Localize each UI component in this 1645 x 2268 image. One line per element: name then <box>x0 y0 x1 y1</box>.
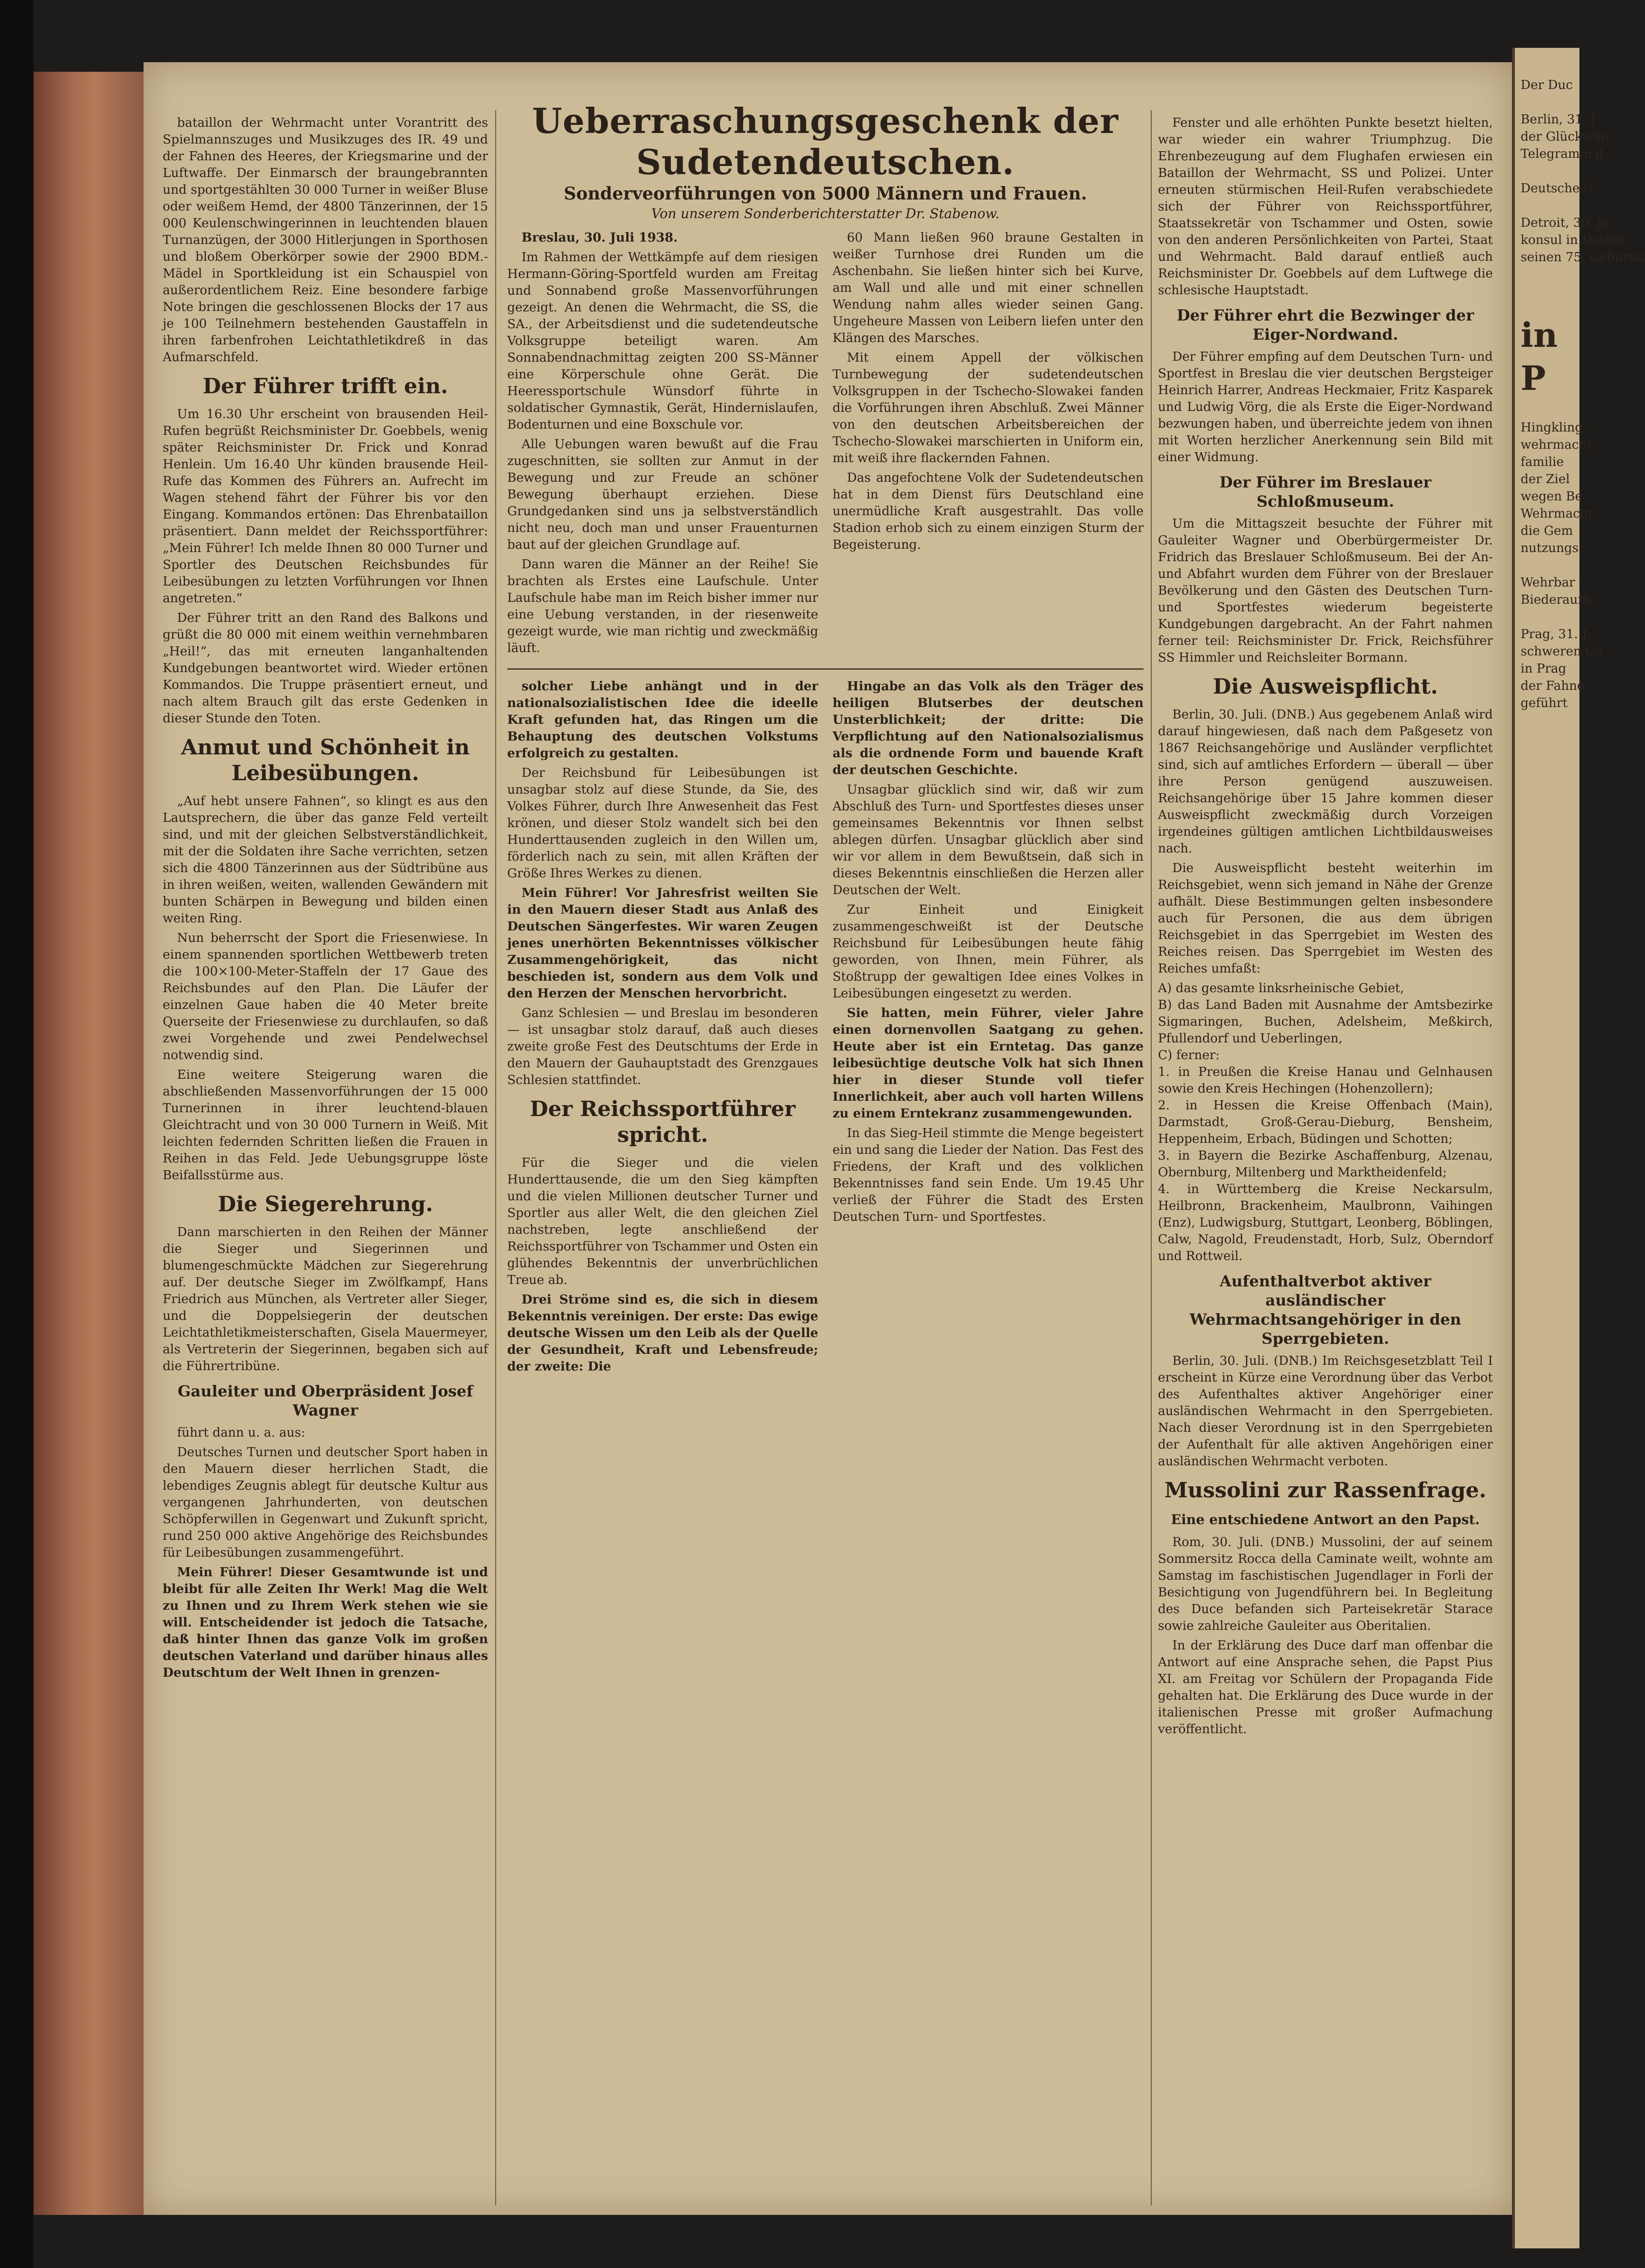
column-rule <box>1151 110 1152 2205</box>
main-paragraph: solcher Liebe anhängt und in der nationalsozialistischen Idee die ideelle Kraft gefunden hat, das Ringen um die Behauptung des deutschen Volkstums erfolgreich zu gestalten. <box>507 679 818 761</box>
main-article <box>507 100 1144 1378</box>
left-headline-sieger: Die Siegerehrung. <box>218 1192 433 1217</box>
main-headline: Ueberraschungsgeschenk der Sudetendeutschen. <box>532 100 1119 182</box>
newspaper-page <box>144 62 1512 2215</box>
main-subheadline: Sonderveorführungen von 5000 Männern und Frauen. <box>564 184 1087 204</box>
left-paragraph: Mein Führer! Dieser Gesamtwunde ist und bleibt für alle Zeiten Ihr Werk! Mag die Welt zu Ihnen und zu Ihrem Werk stehen wie sie will. Entscheidender ist jedoch die Tatsache, daß hinter Ihnen das ganze Volk im großen deutschen Vaterland und darüber hinaus alles Deutschtum der Welt Ihnen in grenzen- <box>163 1565 488 1680</box>
right-headline-museum: Der Führer im Breslauer Schloßmuseum. <box>1219 473 1432 510</box>
left-paragraph: bataillon der Wehrmacht unter Vorantritt des Spielmannszuges und Musikzuges des IR. 49 und der Fahnen des Heeres, der Kriegsmarine und der Luftwaffe. Der Einmarsch der braungebrannten und sportgestählten 30 000 Turner in weißer Bluse oder weißem Hemd, der 4800 Tänzerinnen, der 15 000 Keulenschwingerinnen in leuchtenden blauen Turnanzügen, der 3000 Hitlerjungen in Sporthosen und bloßem Oberkörper sowie der 2900 BDM.-Mädel in Sportkleidung ist ein Schauspiel von außerordentlichem Reiz. Eine besondere farbige Note bringen die geschlossenen Blocks der 17 aus je 100 Teilnehmern bestehenden Gaustaffeln in ihren farbenfrohen Leichtathletikdreß in das Aufmarschfeld. <box>163 116 488 365</box>
left-paragraph: Nun beherrscht der Sport die Friesenwiese. In einem spannenden sportlichen Wettbewerb treten die 100×100-Meter-Staffeln der 17 Gaue des Reichsbundes auf den Plan. Die Läufer der einzelnen Gaue haben die 40 Meter breite Querseite der Friesenwiese zu durchlaufen, so daß zwei Vorgehende und zwei Pendelwechsel notwendig sind. <box>163 931 488 1062</box>
facing-page-fragment-lower: Hingkling, wehrmacht familie der Ziel wegen Be Wehrmacht die Gem nutzungs Wehrbar Biederaufn Prag, 31. J schweren Ga in Prag der Fahne geführt <box>1521 420 1603 710</box>
main-paragraph: Alle Uebungen waren bewußt auf die Frau zugeschnitten, sie sollten zur Anmut in der Bewegung und zur Freude an schöner Bewegung überhaupt erziehen. Diese Grundgedanken sind uns ja selbstverständlich nicht neu, doch man und unser Frauenturnen baut auf der gleichen Grundlage auf. <box>507 437 818 552</box>
left-paragraph: Eine weitere Steigerung waren die abschließenden Massenvorführungen der 15 000 Turnerinnen in ihrer leuchtend-blauen Gleichtracht und von 30 000 Turnern in Weiß. Mit leichten federnden Schritten ließen die Frauen in Reihen in das Feld. Jede Uebungsgruppe löste Beifallsstürme aus. <box>163 1068 488 1183</box>
main-paragraph: Das angefochtene Volk der Sudetendeutschen hat in dem Dienst fürs Deutschland eine unermüdliche Kraft ausgestrahlt. Das volle Stadion erhob sich zu einem einzigen Sturm der Begeisterung. <box>833 471 1144 552</box>
right-paragraph: Die Ausweispflicht besteht weiterhin im Reichsgebiet, wenn sich jemand in Nähe der Grenze aufhält. Diese Bestimmungen gelten insbesondere auch für Personen, die aus dem übrigen Reichsgebiet in das Sperrgebiet im Westen des Reiches reisen. Das Sperrgebiet im Westen des Reiches umfaßt: <box>1158 861 1493 976</box>
left-headline-fuehrer: Der Führer trifft ein. <box>202 374 448 398</box>
left-paragraph: Dann marschierten in den Reihen der Männer die Sieger und Siegerinnen und blumengeschmückte Mädchen zur Siegerehrung auf. Der deutsche Sieger im Zwölfkampf, Hans Friedrich aus München, als Vertreter aller Sieger, und die Doppelsiegerin der deutschen Leichtathletikmeisterschaften, Gisela Mauermeyer, als Vertreterin der Siegerinnen, begaben sich auf die Führertribüne. <box>163 1225 488 1373</box>
facing-page-fragment: Der Duc Berlin, 31. J der Glückwün Telegramm d Deutsche G Detroit, 30. Ju konsul in Detroit seinen 75. Geburtst <box>1521 78 1645 265</box>
main-byline: Von unserem Sonderberichterstatter Dr. Stabenow. <box>651 206 1000 221</box>
main-column-d <box>833 678 1144 1378</box>
left-paragraph: „Auf hebt unsere Fahnen“, so klingt es aus den Lautsprechern, die über das ganze Feld verteilt sind, und mit der gleichen Selbstverständlichkeit, mit der die Soldaten ihre Sache verrichten, setzen sich die 4800 Tänzerinnen aus der Südtribüne aus in ihren weißen, weiten, wallenden Gewändern mit bunten Schärpen in Bewegung und bilden einen weiten Ring. <box>163 794 488 926</box>
right-paragraph: Fenster und alle erhöhten Punkte besetzt hielten, war wieder ein wahrer Triumphzug. Die Ehrenbezeugung auf dem Flughafen erwiesen ein Bataillon der Wehrmacht, SS und Polizei. Unter erneuten stürmischen Heil-Rufen verabschiedete sich der Führer von Reichssportführer, Staatssekretär von Tschammer und Osten, sowie von den anderen Persönlichkeiten von Partei, Staat und Wehrmacht. Bald darauf entließ auch Reichsminister Dr. Goebbels auf dem Luftwege die schlesische Hauptstadt. <box>1158 116 1493 298</box>
column-rule <box>495 110 496 2205</box>
main-paragraph: 60 Mann ließen 960 braune Gestalten in weißer Turnhose drei Runden um die Aschenbahn. Sie ließen hinter sich bei Kurve, am Wall und alle und mit einer schnellen Wendung nahm alles wieder seinen Gang. Ungeheure Massen von Leibern liefen unter den Klängen des Marsches. <box>833 231 1144 345</box>
left-paragraph: Um 16.30 Uhr erscheint von brausenden Heil-Rufen begrüßt Reichsminister Dr. Goebbels, wenig später Reichsminister Dr. Frick und Konrad Henlein. Um 16.40 Uhr künden brausende Heil-Rufe das Kommen des Führers an. Aufrecht im Wagen stehend fährt der Führer bis vor den Eingang. Kommandos ertönen: Das Ehrenbataillon präsentiert. Dann meldet der Reichssportführer: „Mein Führer! Ich melde Ihnen 80 000 Turner und Sportler des Deutschen Reichsbundes für Leibesübungen zu letzten Vorführungen vor Ihnen angetreten.“ <box>163 407 488 606</box>
main-paragraph: Dann waren die Männer an der Reihe! Sie brachten als Erstes eine Laufschule. Unter Laufschule habe man im Reich bisher immer nur eine Uebung verstanden, in der riesenweite gezeigt wurde, wie man richtig und zweckmäßig läuft. <box>507 557 818 655</box>
main-paragraph: Ganz Schlesien — und Breslau im besonderen — ist unsagbar stolz darauf, daß auch dieses zweite große Fest des Deutschtums der Erde in den Mauern der Gauhauptstadt des Grenzgaues Schlesien stattfindet. <box>507 1006 818 1087</box>
main-dateline: Breslau, 30. Juli 1938. <box>522 231 678 245</box>
right-paragraph: Der Führer empfing auf dem Deutschen Turn- und Sportfest in Breslau die vier deutschen Bergsteiger Heinrich Harrer, Andreas Heckmaier, Fritz Kasparek und Ludwig Vörg, die als Erste die Eiger-Nordwand bezwungen haben, und überreichte jedem von ihnen mit Worten herzlicher Anerkennung sein Bild mit einer Widmung. <box>1158 350 1493 465</box>
main-paragraph: Hingabe an das Volk als den Träger des heiligen Blutserbes der deutschen Unsterblichkeit; der dritte: Die Verpflichtung auf den Nationalsozialismus als die ordnende Form und bauende Kraft der deutschen Geschichte. <box>833 679 1144 777</box>
main-column-c <box>507 678 818 1378</box>
left-column <box>163 115 488 1684</box>
facing-page-large-letters: in P <box>1521 315 1558 398</box>
right-paragraph: A) das gesamte linksrheinische Gebiet, B) das Land Baden mit Ausnahme der Amtsbezirke Sigmaringen, Buchen, Adelsheim, Meßkirch, Pfullendorf und Ueberlingen, C) ferner: 1. in Preußen die Kreise Hanau und Gelnhausen sowie den Kreis Hechingen (Hohenzollern); 2. in Hessen die Kreise Offenbach (Main), Darmstadt, Groß-Gerau-Dieburg, Bensheim, Heppenheim, Erbach, Büdingen und Schotten; 3. in Bayern die Bezirke Aschaffenburg, Alzenau, Obernburg, Miltenberg und Marktheidenfeld; 4. in Württemberg die Kreise Neckarsulm, Heilbronn, Brackenheim, Maulbronn, Vaihingen (Enz), Ludwigsburg, Stuttgart, Leonberg, Böblingen, Calw, Nagold, Freudenstadt, Horb, Sulz, Oberndorf und Rottweil. <box>1158 981 1493 1263</box>
right-headline-eiger: Der Führer ehrt die Bezwinger der Eiger-Nordwand. <box>1177 306 1474 343</box>
main-headline-reichssport: Der Reichssportführer spricht. <box>530 1097 796 1147</box>
book-binding <box>0 0 33 2268</box>
left-paragraph: führt dann u. a. aus: <box>177 1426 305 1440</box>
right-paragraph: Um die Mittagszeit besuchte der Führer mit Gauleiter Wagner und Oberbürgermeister Dr. Fridrich das Breslauer Schloßmuseum. Bei der An- und Abfahrt wurden dem Führer von der Breslauer Bevölkerung und den Gästen des Deutschen Turn- und Sportfestes wiederum begeisterte Kundgebungen dargebracht. An der Fahrt nahmen ferner teil: Reichsminister Dr. Frick, Reichsführer SS Himmler und Reichsleiter Bormann. <box>1158 517 1493 665</box>
right-subheadline-mussolini: Eine entschiedene Antwort an den Papst. <box>1171 1512 1480 1527</box>
left-paragraph: Deutsches Turnen und deutscher Sport haben in den Mauern dieser herrlichen Stadt, die lebendiges Zeugnis ablegt für deutsche Kultur aus vergangenen Jahrhunderten, von deutschen Schöpferwillen in Gegenwart und Zukunft spricht, rund 250 000 aktive Angehörige des Reichsbundes für Leibesübungen zusammengeführt. <box>163 1445 488 1560</box>
main-paragraph: Drei Ströme sind es, die sich in diesem Bekenntnis vereinigen. Der erste: Das ewige deutsche Wissen um den Leib als der Quelle der Gesundheit, Kraft und Lebensfreude; der zweite: Die <box>507 1293 818 1374</box>
left-headline-gauleiter: Gauleiter und Oberpräsident Josef Wagner <box>178 1382 473 1419</box>
main-paragraph: Im Rahmen der Wettkämpfe auf dem riesigen Hermann-Göring-Sportfeld wurden am Freitag und Sonnabend große Massenvorführungen gezeigt. An denen die Wehrmacht, die SS, die SA., der Arbeitsdienst und die sudetendeutsche Volksgruppe beteiligt waren. Am Sonnabendnachmittag zeigten 200 SS-Männer eine Körperschule ohne Gerät. Die Heeressportschule Wünsdorf führte in soldatischer Gymnastik, Gerät, Hindernislaufen, Bodenturnen und eine Boxschule vor. <box>507 250 818 432</box>
right-paragraph: Berlin, 30. Juli. (DNB.) Im Reichsgesetzblatt Teil I erscheint in Kürze eine Verordnung über das Verbot des Aufenthaltes aktiver Angehöriger einer ausländischen Wehrmacht in den Sperrgebieten. Nach dieser Verordnung ist in den Sperrgebieten der Aufenthalt für alle aktiven Angehörigen einer ausländischen Wehrmacht verboten. <box>1158 1354 1493 1469</box>
main-paragraph: Mit einem Appell der völkischen Turnbewegung der sudetendeutschen Volksgruppen in der Tschecho-Slowakei fanden die Vorführungen ihren Abschluß. Zwei Männer von den deutschen Arbeitsbereichen der Tschecho-Slowakei marschierten in Uniform ein, mit weiß ihre flackernden Fahnen. <box>833 351 1144 465</box>
right-column <box>1158 115 1493 1741</box>
book-spine <box>33 72 145 2215</box>
main-upper-columns <box>507 230 1144 660</box>
main-paragraph: Sie hatten, mein Führer, vieler Jahre einen dornenvollen Saatgang zu gehen. Heute aber ist ein Erntetag. Das ganze leibesüchtige deutsche Volk hat sich Ihnen hier in dieser Stunde voll tiefer Innerlichkeit, aber auch voll harten Willens zu einem Erntekranz zusammengewunden. <box>833 1006 1144 1121</box>
main-paragraph: Mein Führer! Vor Jahresfrist weilten Sie in den Mauern dieser Stadt aus Anlaß des Deutschen Sängerfestes. Wir waren Zeugen jenes unerhörten Bekenntnisses völkischer Zusammengehörigkeit, das nicht beschieden ist, sondern aus dem Volk und den Herzen der Menschen hervorbricht. <box>507 886 818 1001</box>
main-paragraph: Unsagbar glücklich sind wir, daß wir zum Abschluß des Turn- und Sportfestes dieses unser gemeinsames Bekenntnis vor Ihnen selbst ablegen dürfen. Unsagbar glücklich aber sind wir vor allem in dem Bewußtsein, daß sich in dieses Bekenntnis einschließen die Herzen aller Deutschen der Welt. <box>833 783 1144 897</box>
left-paragraph: Der Führer tritt an den Rand des Balkons und grüßt die 80 000 mit einem weithin vernehmbaren „Heil!“, das mit erneuten langanhaltenden Kundgebungen beantwortet wird. Wieder ertönen Kommandos. Die Truppe präsentiert erneut, und nach altem Brauch gilt das erste Gedenken in dieser Stunde den Toten. <box>163 611 488 726</box>
right-paragraph: In der Erklärung des Duce darf man offenbar die Antwort auf eine Ansprache sehen, die Papst Pius XI. am Freitag vor Schülern der Propaganda Fide gehalten hat. Die Erklärung des Duce wurde in der italienischen Presse mit großer Aufmachung veröffentlicht. <box>1158 1638 1493 1737</box>
main-paragraph: Zur Einheit und Einigkeit zusammengeschweißt ist der Deutsche Reichsbund für Leibesübungen heute fähig geworden, von Ihnen, mein Führer, als Stoßtrupp der gewaltigen Idee eines Volkes in Leibesübungen eingesetzt zu werden. <box>833 903 1144 1001</box>
right-paragraph: Berlin, 30. Juli. (DNB.) Aus gegebenem Anlaß wird darauf hingewiesen, daß nach dem Paßgesetz von 1867 Reichsangehörige und Ausländer verpflichtet sind, sich auf amtliches Erfordern — überall — über ihre Person genügend auszuweisen. Reichsangehörige über 15 Jahre kommen dieser Ausweispflicht zweckmäßig durch Vorzeigen irgendeines gültigen amtlichen Lichtbildausweises nach. <box>1158 708 1493 856</box>
main-divider <box>507 668 1144 670</box>
right-headline-aufenthalt: Aufenthaltverbot aktiver ausländischer Wehrmachtsangehöriger in den Sperrgebieten. <box>1189 1272 1461 1348</box>
main-paragraph: In das Sieg-Heil stimmte die Menge begeistert ein und sang die Lieder der Nation. Das Fest des Friedens, der Kraft und des volklichen Bekenntnisses fand sein Ende. Um 19.45 Uhr verließ der Führer die Stadt des Ersten Deutschen Turn- und Sportfestes. <box>833 1126 1144 1224</box>
facing-page-edge <box>1512 48 1645 2248</box>
main-paragraph: Der Reichsbund für Leibesübungen ist unsagbar stolz auf diese Stunde, da Sie, des Volkes Führer, durch Ihre Anwesenheit das Fest krönen, und dieser Stolz wandelt sich bei den Hunderttausenden zugleich in den Willen um, förderlich nach zu sein, mit allen Kräften der Größe Ihres Werkes zu dienen. <box>507 766 818 881</box>
main-lower-columns <box>507 678 1144 1378</box>
main-column-b <box>833 230 1144 660</box>
right-headline-ausweis: Die Ausweispflicht. <box>1212 675 1438 699</box>
right-paragraph: Rom, 30. Juli. (DNB.) Mussolini, der auf seinem Sommersitz Rocca della Caminate weilt, wohnte am Samstag im faschistischen Jugendlager in Forli der Besichtigung von Jugendführern bei. In Begleitung des Duce befanden sich Parteisekretär Starace sowie zahlreiche Gauleiter aus Oberitalien. <box>1158 1535 1493 1633</box>
main-paragraph: Für die Sieger und die vielen Hunderttausende, die um den Sieg kämpften und die vielen Millionen deutscher Turner und Sportler aus aller Welt, die den gleichen Ziel nachstreben, legte anschließend der Reichssportführer von Tschammer und Osten ein glühendes Bekenntnis der unverbrüchlichen Treue ab. <box>507 1156 818 1287</box>
left-headline-anmut: Anmut und Schönheit in Leibesübungen. <box>181 735 470 786</box>
right-headline-mussolini: Mussolini zur Rassenfrage. <box>1164 1478 1487 1503</box>
main-column-a <box>507 230 818 660</box>
